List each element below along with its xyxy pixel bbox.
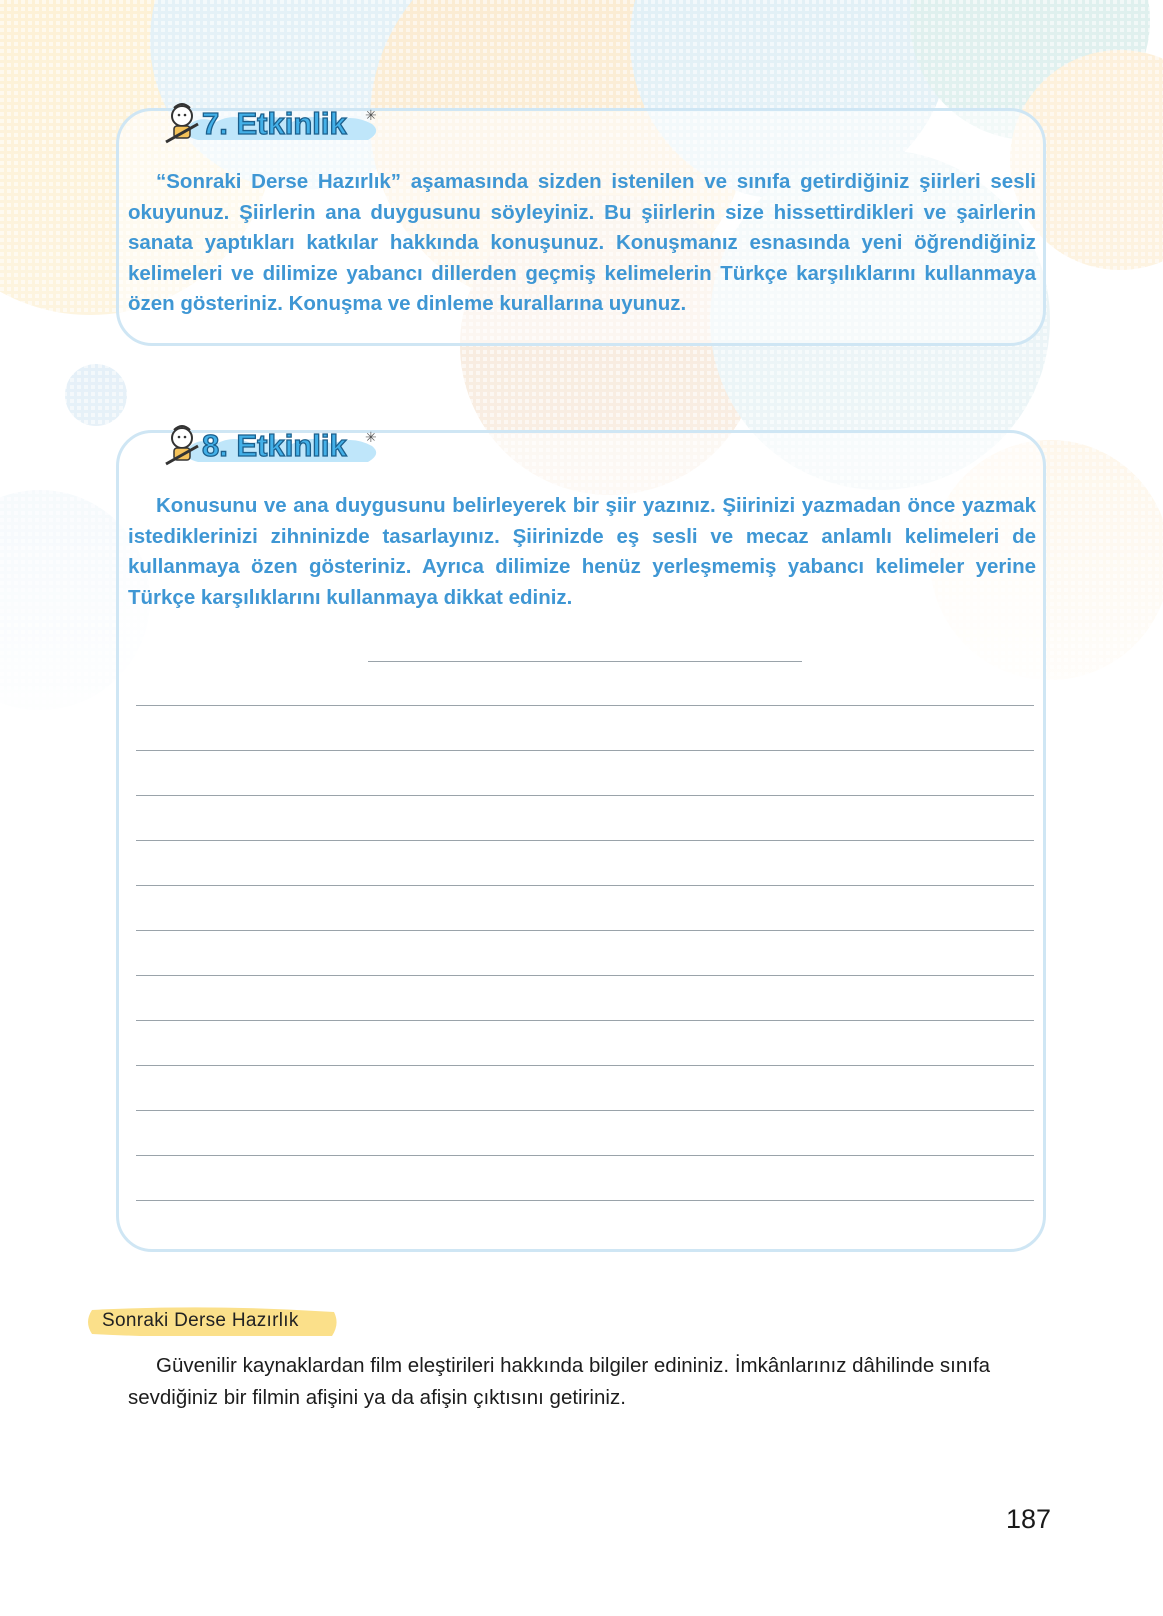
- activity-8-instructions: Konusunu ve ana duygusunu belirleyerek bir şiir yazınız. Şiirinizi yazmadan önce yazmak istediklerinizi zihninizde tasarlayınız. Şiirinizde eş sesli ve mecaz anlamlı kelimeleri de kullanmaya özen gösteriniz. Ayrıca dilimize henüz yerleşmemiş yabancı kelimeler yerine Türkçe karşılıklarını kullanmaya dikkat ediniz.: [128, 494, 1036, 609]
- activity-7-badge-label: 7. Etkinlik: [202, 106, 347, 141]
- sparkle-icon: ✳: [365, 107, 377, 123]
- writing-line[interactable]: [136, 975, 1034, 976]
- page-number: 187: [1006, 1504, 1052, 1534]
- sparkle-icon: ✳: [365, 429, 377, 445]
- writing-line[interactable]: [136, 840, 1034, 841]
- writing-line[interactable]: [136, 1065, 1034, 1066]
- next-lesson-heading: Sonraki Derse Hazırlık: [102, 1310, 299, 1331]
- writing-line[interactable]: [136, 930, 1034, 931]
- activity-7-badge: [160, 98, 388, 148]
- writing-line[interactable]: [136, 1110, 1034, 1111]
- activity-8-badge-label: 8. Etkinlik: [202, 428, 347, 463]
- writing-line[interactable]: [136, 705, 1034, 706]
- writing-line[interactable]: [136, 885, 1034, 886]
- activity-7-instructions: “Sonraki Derse Hazırlık” aşamasında sizden istenilen ve sınıfa getirdiğiniz şiirleri sesli okuyunuz. Şiirlerin ana duygusunu söyleyiniz. Bu şiirlerin size hissettirdikleri ve şairlerin sanata yaptıkları katkılar hakkında konuşunuz. Konuşmanız esnasında yeni öğrendiğiniz kelimeleri ve dilimize yabancı dillerden geçmiş kelimelerin Türkçe karşılıklarını kullanmaya özen gösteriniz. Konuşma ve dinleme kurallarına uyunuz.: [128, 170, 1036, 315]
- writing-line[interactable]: [136, 1155, 1034, 1156]
- poem-title-line[interactable]: [368, 661, 802, 662]
- activity-8-badge: [160, 420, 388, 470]
- writing-line[interactable]: [136, 750, 1034, 751]
- next-lesson-instructions: Güvenilir kaynaklardan film eleştirileri hakkında bilgiler edininiz. İmkânlarınız dâhilinde sınıfa sevdiğiniz bir filmin afişini ya da afişin çıktısını getiriniz.: [128, 1354, 991, 1409]
- writing-line[interactable]: [136, 795, 1034, 796]
- writing-line[interactable]: [136, 1020, 1034, 1021]
- writing-line[interactable]: [136, 1200, 1034, 1201]
